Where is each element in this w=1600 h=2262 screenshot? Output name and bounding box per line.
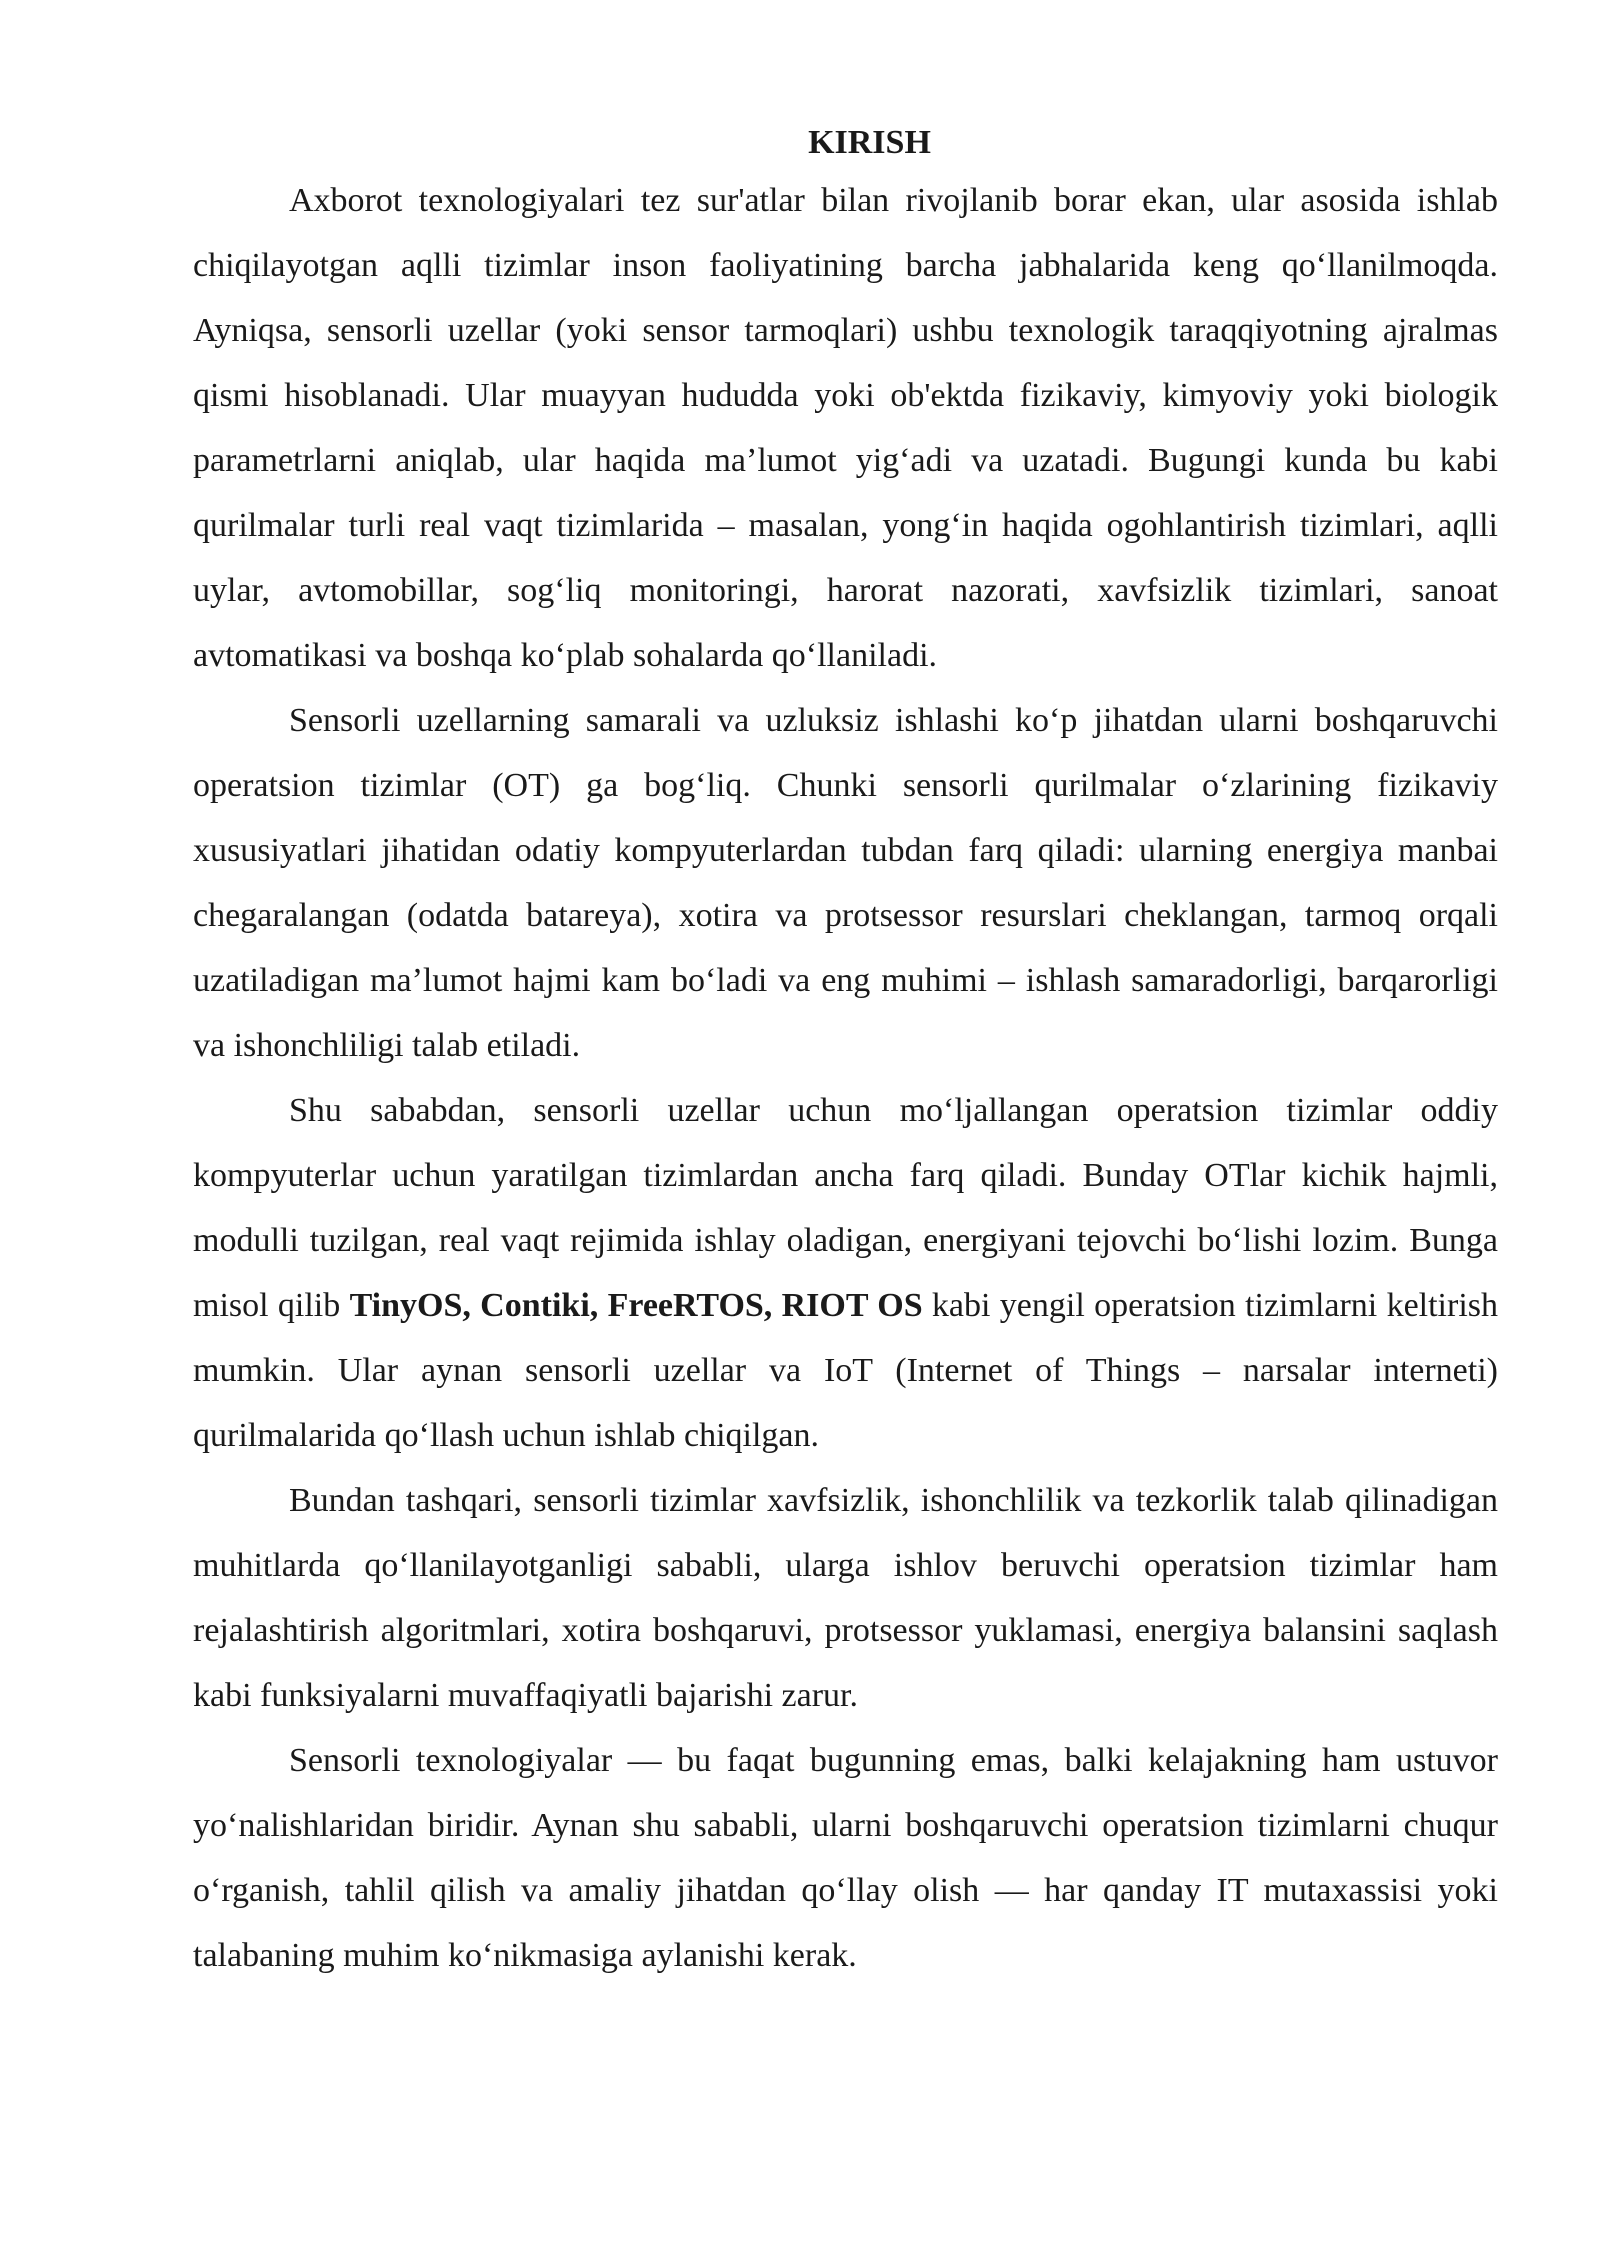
paragraph-3-text-after: kabi yengil operatsion tizimlarni keltirish mumkin. Ular aynan sensorli uzellar va IoT (Internet of Things – narsalar interneti) qurilmalarida qo‘llash uchun ishlab chiqilgan. [193,1287,1499,1454]
paragraph-3-text-before: Shu sababdan, sensorli uzellar uchun mo‘ljallangan operatsion tizimlar oddiy kompyuterlar uchun yaratilgan tizimlardan ancha farq qiladi. Bunday OTlar kichik hajmli, modulli tuzilgan, real vaqt rejimida ishlay oladigan, energiyani tejovchi bo‘lishi lozim. Bunga misol qilib [193,1092,1498,1324]
document-page [193,118,1498,1988]
paragraph-3 [193,1078,1498,1468]
document-title: KIRISH [808,124,931,161]
paragraph-2: Sensorli uzellarning samarali va uzluksiz ishlashi ko‘p jihatdan ularni boshqaruvchi operatsion tizimlar (OT) ga bog‘liq. Chunki sensorli qurilmalar o‘zlarining fizikaviy xususiyatlari jihatidan odatiy kompyuterlardan tubdan farq qiladi: ularning energiya manbai chegaralangan (odatda batareya), xotira va protsessor resurslari cheklangan, tarmoq orqali uzatiladigan ma’lumot hajmi kam bo‘ladi va eng muhimi – ishlash samaradorligi, barqarorligi va ishonchliligi talab etiladi. [193,702,1498,1064]
paragraph-5: Sensorli texnologiyalar — bu faqat bugunning emas, balki kelajakning ham ustuvor yo‘nalishlaridan biridir. Aynan shu sababli, ularni boshqaruvchi operatsion tizimlarni chuqur o‘rganish, tahlil qilish va amaliy jihatdan qo‘llay olish — har qanday IT mutaxassisi yoki talabaning muhim ko‘nikmasiga aylanishi kerak. [193,1742,1498,1974]
paragraph-4: Bundan tashqari, sensorli tizimlar xavfsizlik, ishonchlilik va tezkorlik talab qilinadigan muhitlarda qo‘llanilayotganligi sababli, ularga ishlov beruvchi operatsion tizimlar ham rejalashtirish algoritmlari, xotira boshqaruvi, protsessor yuklamasi, energiya balansini saqlash kabi funksiyalarni muvaffaqiyatli bajarishi zarur. [193,1482,1498,1714]
paragraph-3-os-list: TinyOS, Contiki, FreeRTOS, RIOT OS [349,1287,923,1324]
paragraph-1: Axborot texnologiyalari tez sur'atlar bilan rivojlanib borar ekan, ular asosida ishlab chiqilayotgan aqlli tizimlar inson faoliyatining barcha jabhalarida keng qo‘llanilmoqda. Ayniqsa, sensorli uzellar (yoki sensor tarmoqlari) ushbu texnologik taraqqiyotning ajralmas qismi hisoblanadi. Ular muayyan hududda yoki ob'ektda fizikaviy, kimyoviy yoki biologik parametrlarni aniqlab, ular haqida ma’lumot yig‘adi va uzatadi. Bugungi kunda bu kabi qurilmalar turli real vaqt tizimlarida – masalan, yong‘in haqida ogohlantirish tizimlari, aqlli uylar, avtomobillar, sog‘liq monitoringi, harorat nazorati, xavfsizlik tizimlari, sanoat avtomatikasi va boshqa ko‘plab sohalarda qo‘llaniladi. [193,182,1498,674]
